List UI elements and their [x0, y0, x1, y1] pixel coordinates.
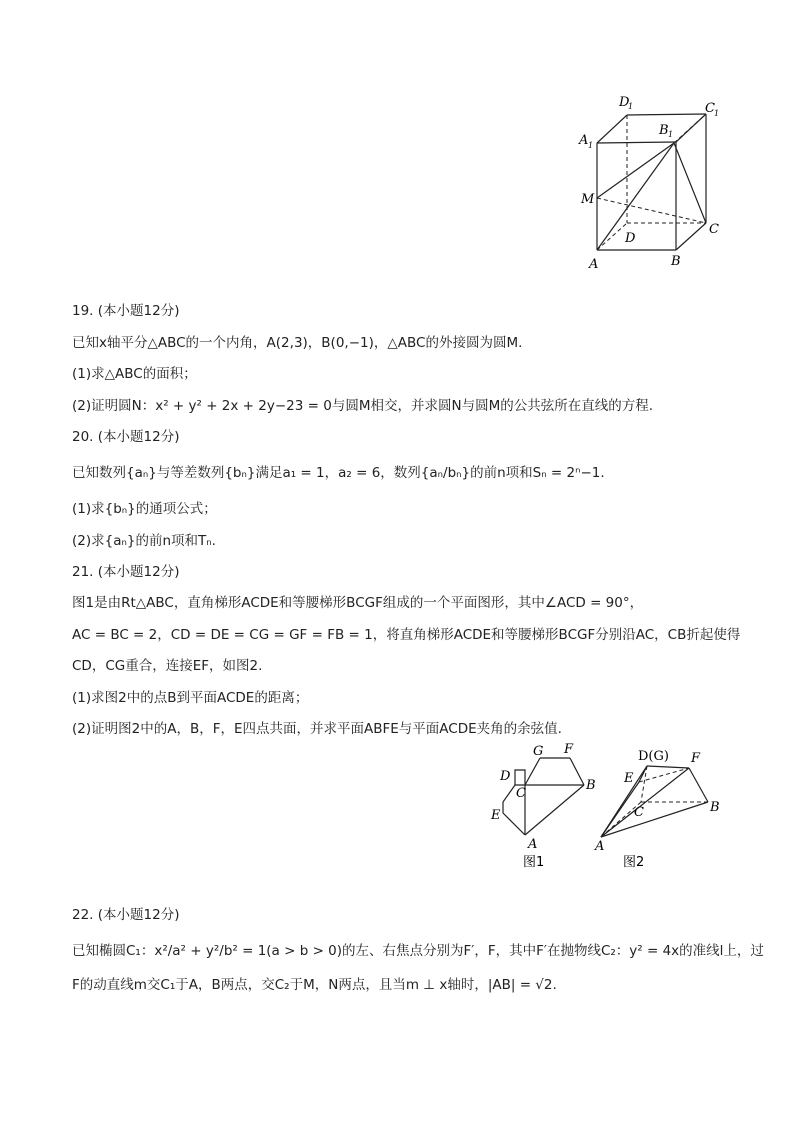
- label-c1-sub: 1: [714, 109, 720, 118]
- fig1-caption: 图1: [523, 855, 545, 870]
- q19-heading: 19. (本小题12分): [72, 303, 180, 319]
- q21-line2: AC = BC = 2，CD = DE = CG = GF = FB = 1，将直角梯形ACDE和等腰梯形BCGF分别沿AC，CB折起使得: [72, 627, 741, 643]
- fig2-caption: 图2: [623, 855, 645, 870]
- q21-line1: 图1是由Rt△ABC，直角梯形ACDE和等腰梯形BCGF组成的一个平面图形，其中∠ACD = 90°，: [72, 595, 644, 611]
- label-b: B: [671, 254, 681, 269]
- fig2-label-a: A: [595, 839, 605, 854]
- fig1-label-f: F: [564, 742, 574, 757]
- q21-line3: CD，CG重合，连接EF，如图2.: [72, 658, 263, 674]
- fig2-label-c: C: [634, 805, 644, 820]
- q21-part2: (2)证明图2中的A，B，F，E四点共面，并求平面ABFE与平面ACDE夹角的余弦值.: [72, 721, 562, 737]
- fig1-label-e: E: [491, 808, 501, 823]
- label-d1-sub: 1: [628, 102, 634, 111]
- fig2-label-dg: D(G): [638, 749, 669, 764]
- fig2-label-f: F: [691, 751, 701, 766]
- label-a: A: [589, 257, 599, 272]
- fig1-label-c: C: [516, 786, 526, 801]
- fig1-label-g: G: [533, 744, 544, 759]
- q20-part2: (2)求{aₙ}的前n项和Tₙ.: [72, 533, 216, 549]
- q22-line2: F的动直线m交C₁于A，B两点，交C₂于M，N两点，且当m ⊥ x轴时，|AB| = √2.: [72, 977, 557, 993]
- q19-part1: (1)求△ABC的面积；: [72, 366, 197, 382]
- fig2-label-b: B: [710, 800, 720, 815]
- fig1-label-d: D: [500, 769, 511, 784]
- q20-stem: 已知数列{aₙ}与等差数列{bₙ}满足a₁ = 1，a₂ = 6，数列{aₙ/bₙ}的前n项和Sₙ = 2ⁿ−1.: [72, 465, 605, 481]
- figure-1: [485, 740, 605, 875]
- label-a1-sub: 1: [588, 141, 594, 150]
- label-b1-sub: 1: [668, 130, 674, 139]
- q20-part1: (1)求{bₙ}的通项公式；: [72, 501, 217, 517]
- figure-2: [593, 740, 733, 875]
- fig2-label-e: E: [624, 771, 634, 786]
- q21-part1: (1)求图2中的点B到平面ACDE的距离；: [72, 690, 309, 706]
- q19-stem: 已知x轴平分△ABC的一个内角，A(2,3)，B(0,−1)，△ABC的外接圆为圆M.: [72, 335, 523, 351]
- label-m: M: [581, 192, 595, 207]
- label-d1: D: [619, 95, 630, 110]
- fig1-label-b: B: [586, 778, 596, 793]
- fig1-label-a: A: [528, 837, 538, 852]
- label-a1: A: [579, 133, 589, 148]
- q21-heading: 21. (本小题12分): [72, 564, 180, 580]
- q22-heading: 22. (本小题12分): [72, 907, 180, 923]
- label-d: D: [625, 231, 636, 246]
- label-c1: C: [705, 101, 715, 116]
- label-b1: B: [659, 123, 669, 138]
- q20-heading: 20. (本小题12分): [72, 429, 180, 445]
- label-c: C: [709, 222, 719, 237]
- q22-line1: 已知椭圆C₁：x²/a² + y²/b² = 1(a > b > 0)的左、右焦点分别为F′，F，其中F′在抛物线C₂：y² = 4x的准线l上，过: [72, 943, 764, 959]
- q19-part2: (2)证明圆N：x² + y² + 2x + 2y−23 = 0与圆M相交，并求圆N与圆M的公共弦所在直线的方程.: [72, 398, 654, 414]
- figure-cube: [575, 90, 725, 275]
